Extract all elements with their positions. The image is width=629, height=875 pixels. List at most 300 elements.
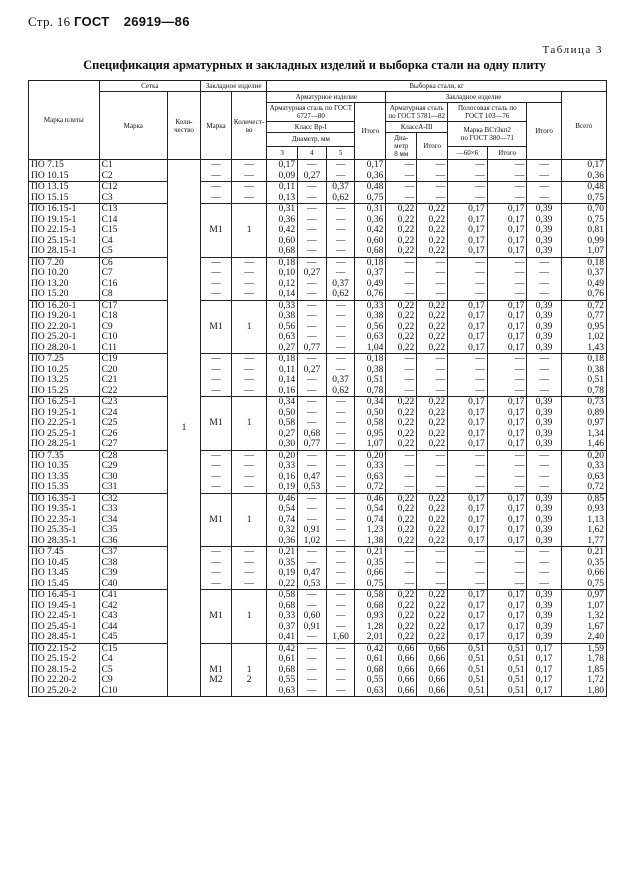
- cell-p60: 0,17: [448, 611, 488, 622]
- cell-d4: —: [298, 386, 327, 397]
- cell-setka-marka: С16: [99, 279, 167, 290]
- cell-itogo3: 0,17: [487, 611, 527, 622]
- cell-itogo2: —: [417, 558, 448, 569]
- cell-p60: —: [448, 268, 488, 279]
- cell-itogo4: 0,39: [527, 590, 561, 601]
- cell-itogo1: 0,31: [355, 204, 386, 215]
- cell-p60: 0,17: [448, 590, 488, 601]
- cell-diam8: —: [386, 182, 417, 193]
- cell-vsego: 0,72: [561, 300, 606, 311]
- cell-vsego: 0,49: [561, 279, 606, 290]
- cell-itogo1: 0,18: [355, 257, 386, 268]
- cell-vsego: 1,67: [561, 622, 606, 633]
- cell-itogo2: —: [417, 279, 448, 290]
- cell-d3: 0,34: [267, 397, 298, 408]
- cell-marka-plity: ПО 25.45-1: [29, 622, 100, 633]
- cell-zakl-marka: [201, 300, 232, 311]
- cell-marka-plity: ПО 22.45-1: [29, 611, 100, 622]
- cell-zakl-kol: —: [231, 461, 266, 472]
- cell-d5: —: [326, 665, 355, 676]
- cell-d5: —: [326, 204, 355, 215]
- cell-diam8: 0,22: [386, 225, 417, 236]
- cell-marka-plity: ПО 28.25-1: [29, 439, 100, 450]
- cell-setka-marka: С4: [99, 654, 167, 665]
- cell-diam8: —: [386, 193, 417, 204]
- cell-d4: 0,27: [298, 171, 327, 182]
- cell-itogo3: 0,17: [487, 590, 527, 601]
- cell-itogo3: 0,17: [487, 343, 527, 354]
- cell-diam8: 0,22: [386, 343, 417, 354]
- cell-setka-marka: С40: [99, 579, 167, 590]
- cell-setka-marka: С28: [99, 450, 167, 461]
- cell-d4: 1,02: [298, 536, 327, 547]
- cell-zakl-marka: —: [201, 482, 232, 493]
- cell-d5: —: [326, 536, 355, 547]
- cell-p60: —: [448, 579, 488, 590]
- col-itogo2: Итого: [417, 133, 448, 160]
- col-d4: 4: [298, 146, 327, 160]
- cell-d4: —: [298, 257, 327, 268]
- table-row: [29, 193, 607, 204]
- cell-zakl-kol: —: [231, 160, 266, 171]
- cell-d3: 0,58: [267, 418, 298, 429]
- cell-itogo3: —: [487, 257, 527, 268]
- cell-zakl-kol: [231, 686, 266, 697]
- cell-zakl-kol: —: [231, 472, 266, 483]
- cell-zakl-marka: —: [201, 461, 232, 472]
- table-row: [29, 675, 607, 686]
- cell-marka-plity: ПО 22.15-2: [29, 643, 100, 654]
- cell-vsego: 1,78: [561, 654, 606, 665]
- cell-itogo1: 0,72: [355, 482, 386, 493]
- cell-itogo3: 0,17: [487, 408, 527, 419]
- cell-setka-marka: С27: [99, 439, 167, 450]
- cell-diam8: —: [386, 289, 417, 300]
- cell-itogo1: 0,38: [355, 365, 386, 376]
- cell-itogo4: —: [527, 171, 561, 182]
- cell-zakl-marka: —: [201, 289, 232, 300]
- table-row: [29, 482, 607, 493]
- cell-itogo4: 0,39: [527, 622, 561, 633]
- cell-vsego: 0,75: [561, 215, 606, 226]
- cell-itogo3: 0,17: [487, 246, 527, 257]
- cell-itogo4: 0,39: [527, 311, 561, 322]
- cell-diam8: 0,22: [386, 429, 417, 440]
- cell-itogo4: —: [527, 461, 561, 472]
- cell-setka-marka: С12: [99, 182, 167, 193]
- cell-itogo1: 0,78: [355, 386, 386, 397]
- cell-p60: —: [448, 568, 488, 579]
- cell-d4: —: [298, 515, 327, 526]
- cell-marka-plity: ПО 13.45: [29, 568, 100, 579]
- cell-itogo3: 0,17: [487, 601, 527, 612]
- cell-setka-kol: 1: [167, 160, 200, 697]
- cell-d4: —: [298, 632, 327, 643]
- cell-vsego: 1,34: [561, 429, 606, 440]
- cell-itogo2: —: [417, 461, 448, 472]
- cell-d5: —: [326, 225, 355, 236]
- cell-p60: 0,17: [448, 300, 488, 311]
- cell-d5: —: [326, 461, 355, 472]
- cell-diam8: —: [386, 160, 417, 171]
- table-row: [29, 536, 607, 547]
- col-vsego: Всего: [561, 92, 606, 160]
- cell-d4: —: [298, 547, 327, 558]
- cell-p60: 0,17: [448, 515, 488, 526]
- cell-marka-plity: ПО 25.35-1: [29, 525, 100, 536]
- cell-itogo4: 0,39: [527, 418, 561, 429]
- cell-itogo1: 0,74: [355, 515, 386, 526]
- cell-itogo4: —: [527, 160, 561, 171]
- col-itogo4: Итого: [527, 103, 561, 160]
- cell-marka-plity: ПО 16.25-1: [29, 397, 100, 408]
- cell-setka-marka: С34: [99, 515, 167, 526]
- cell-itogo4: —: [527, 386, 561, 397]
- cell-d4: —: [298, 332, 327, 343]
- cell-itogo4: —: [527, 450, 561, 461]
- cell-itogo3: —: [487, 461, 527, 472]
- cell-vsego: 0,21: [561, 547, 606, 558]
- cell-diam8: 0,22: [386, 246, 417, 257]
- cell-setka-marka: С13: [99, 204, 167, 215]
- cell-zakl-kol: [231, 343, 266, 354]
- cell-vsego: 1,32: [561, 611, 606, 622]
- cell-itogo3: —: [487, 268, 527, 279]
- cell-itogo3: 0,17: [487, 225, 527, 236]
- table-row: [29, 279, 607, 290]
- cell-vsego: 1,62: [561, 525, 606, 536]
- cell-diam8: 0,22: [386, 439, 417, 450]
- cell-d3: 0,14: [267, 289, 298, 300]
- cell-zakl-kol: 1: [231, 418, 266, 429]
- cell-d5: —: [326, 268, 355, 279]
- cell-itogo1: 0,49: [355, 279, 386, 290]
- cell-vsego: 1,85: [561, 665, 606, 676]
- cell-marka-plity: ПО 10.45: [29, 558, 100, 569]
- col-itogo3: Итого: [487, 146, 527, 160]
- cell-zakl-marka: [201, 525, 232, 536]
- col-setka-kol: Коли- чество: [167, 92, 200, 160]
- cell-zakl-marka: —: [201, 182, 232, 193]
- cell-itogo2: 0,22: [417, 439, 448, 450]
- col-vyborka: Выборка стали, кг: [267, 81, 607, 92]
- cell-itogo1: 0,51: [355, 375, 386, 386]
- cell-p60: —: [448, 375, 488, 386]
- cell-p60: 0,17: [448, 236, 488, 247]
- cell-itogo2: 0,22: [417, 611, 448, 622]
- cell-marka-plity: ПО 10.15: [29, 171, 100, 182]
- cell-itogo2: —: [417, 268, 448, 279]
- cell-d4: —: [298, 193, 327, 204]
- cell-zakl-kol: —: [231, 386, 266, 397]
- cell-itogo1: 0,63: [355, 332, 386, 343]
- cell-d4: —: [298, 300, 327, 311]
- cell-itogo4: 0,39: [527, 429, 561, 440]
- cell-zakl-marka: [201, 622, 232, 633]
- cell-d3: 0,63: [267, 332, 298, 343]
- cell-zakl-marka: [201, 408, 232, 419]
- cell-diam8: —: [386, 386, 417, 397]
- cell-d3: 0,14: [267, 375, 298, 386]
- cell-itogo1: 0,50: [355, 408, 386, 419]
- cell-vsego: 0,97: [561, 590, 606, 601]
- cell-p60: 0,17: [448, 204, 488, 215]
- cell-diam8: —: [386, 268, 417, 279]
- cell-setka-marka: С38: [99, 558, 167, 569]
- cell-p60: 0,51: [448, 686, 488, 697]
- cell-setka-marka: С45: [99, 632, 167, 643]
- cell-d3: 0,56: [267, 322, 298, 333]
- col-polos: Полосовая сталь по ГОСТ 103—76: [448, 103, 527, 122]
- cell-itogo2: —: [417, 257, 448, 268]
- gost-label: ГОСТ: [74, 14, 110, 29]
- cell-marka-plity: ПО 7.20: [29, 257, 100, 268]
- cell-diam8: 0,66: [386, 686, 417, 697]
- cell-vsego: 0,18: [561, 257, 606, 268]
- cell-zakl-kol: [231, 311, 266, 322]
- cell-itogo3: 0,17: [487, 515, 527, 526]
- cell-itogo4: 0,17: [527, 665, 561, 676]
- col-diam: Диаметр, мм: [267, 133, 355, 147]
- cell-diam8: —: [386, 558, 417, 569]
- cell-diam8: 0,22: [386, 601, 417, 612]
- cell-zakl-marka: [201, 590, 232, 601]
- table-row: [29, 643, 607, 654]
- cell-d4: —: [298, 215, 327, 226]
- cell-vsego: 0,85: [561, 493, 606, 504]
- cell-d5: —: [326, 622, 355, 633]
- cell-zakl-kol: 1: [231, 515, 266, 526]
- cell-d5: —: [326, 450, 355, 461]
- table-row: [29, 601, 607, 612]
- col-arm-stal2: Арматурная сталь по ГОСТ 5781—82: [386, 103, 448, 122]
- cell-vsego: 0,70: [561, 204, 606, 215]
- cell-itogo2: 0,22: [417, 343, 448, 354]
- cell-zakl-marka: М1: [201, 515, 232, 526]
- cell-zakl-kol: 2: [231, 675, 266, 686]
- cell-d4: —: [298, 601, 327, 612]
- cell-d4: 0,91: [298, 525, 327, 536]
- cell-zakl-kol: —: [231, 257, 266, 268]
- cell-setka-marka: С11: [99, 343, 167, 354]
- cell-itogo1: 1,28: [355, 622, 386, 633]
- cell-zakl-marka: [201, 643, 232, 654]
- cell-p60: 0,17: [448, 493, 488, 504]
- col-zakl: Закладное изделие: [201, 81, 267, 92]
- cell-itogo4: —: [527, 568, 561, 579]
- cell-marka-plity: ПО 10.20: [29, 268, 100, 279]
- table-row: [29, 568, 607, 579]
- cell-diam8: —: [386, 482, 417, 493]
- cell-setka-marka: С14: [99, 215, 167, 226]
- cell-diam8: 0,66: [386, 675, 417, 686]
- table-row: [29, 579, 607, 590]
- cell-zakl-kol: [231, 590, 266, 601]
- cell-p60: 0,17: [448, 601, 488, 612]
- cell-d4: —: [298, 375, 327, 386]
- cell-d3: 0,16: [267, 386, 298, 397]
- cell-zakl-marka: —: [201, 472, 232, 483]
- cell-itogo4: 0,39: [527, 300, 561, 311]
- cell-d3: 0,37: [267, 622, 298, 633]
- page-header: [28, 14, 190, 30]
- cell-d4: —: [298, 686, 327, 697]
- cell-itogo3: —: [487, 365, 527, 376]
- cell-diam8: 0,66: [386, 643, 417, 654]
- cell-d3: 0,22: [267, 579, 298, 590]
- cell-p60: 0,17: [448, 525, 488, 536]
- cell-p60: 0,51: [448, 675, 488, 686]
- cell-diam8: 0,22: [386, 525, 417, 536]
- cell-setka-marka: С36: [99, 536, 167, 547]
- cell-itogo1: 0,17: [355, 160, 386, 171]
- cell-vsego: 0,36: [561, 171, 606, 182]
- cell-diam8: —: [386, 375, 417, 386]
- cell-itogo3: 0,17: [487, 322, 527, 333]
- cell-d4: 0,53: [298, 482, 327, 493]
- cell-d5: —: [326, 171, 355, 182]
- cell-d5: —: [326, 675, 355, 686]
- cell-itogo4: 0,39: [527, 536, 561, 547]
- cell-marka-plity: ПО 22.20-2: [29, 675, 100, 686]
- cell-d3: 0,18: [267, 257, 298, 268]
- table-row: [29, 332, 607, 343]
- cell-zakl-marka: —: [201, 450, 232, 461]
- cell-vsego: 1,77: [561, 536, 606, 547]
- cell-vsego: 0,72: [561, 482, 606, 493]
- cell-setka-marka: С37: [99, 547, 167, 558]
- cell-d3: 0,68: [267, 665, 298, 676]
- cell-itogo2: 0,22: [417, 246, 448, 257]
- cell-zakl-marka: —: [201, 365, 232, 376]
- cell-itogo2: 0,22: [417, 429, 448, 440]
- cell-p60: —: [448, 182, 488, 193]
- cell-zakl-kol: —: [231, 375, 266, 386]
- cell-vsego: 1,46: [561, 439, 606, 450]
- cell-vsego: 1,72: [561, 675, 606, 686]
- cell-marka-plity: ПО 25.15-1: [29, 236, 100, 247]
- cell-zakl-kol: [231, 429, 266, 440]
- cell-d4: —: [298, 654, 327, 665]
- cell-itogo3: —: [487, 568, 527, 579]
- cell-zakl-kol: —: [231, 579, 266, 590]
- cell-itogo4: —: [527, 182, 561, 193]
- cell-d3: 0,11: [267, 182, 298, 193]
- cell-zakl-marka: —: [201, 386, 232, 397]
- table-row: [29, 515, 607, 526]
- cell-vsego: 0,35: [561, 558, 606, 569]
- cell-p60: —: [448, 365, 488, 376]
- col-klass-a3: КлассА-III: [386, 122, 448, 133]
- cell-p60: —: [448, 354, 488, 365]
- cell-marka-plity: ПО 16.35-1: [29, 493, 100, 504]
- cell-marka-plity: ПО 13.25: [29, 375, 100, 386]
- cell-d4: 0,47: [298, 568, 327, 579]
- cell-setka-marka: С26: [99, 429, 167, 440]
- cell-d4: —: [298, 418, 327, 429]
- col-d3: 3: [267, 146, 298, 160]
- cell-vsego: 0,89: [561, 408, 606, 419]
- cell-d3: 0,19: [267, 568, 298, 579]
- cell-d5: —: [326, 343, 355, 354]
- cell-itogo4: —: [527, 579, 561, 590]
- cell-itogo1: 0,58: [355, 418, 386, 429]
- cell-zakl-marka: [201, 654, 232, 665]
- cell-setka-marka: С24: [99, 408, 167, 419]
- cell-zakl-kol: [231, 654, 266, 665]
- cell-itogo3: 0,51: [487, 665, 527, 676]
- cell-itogo2: 0,22: [417, 590, 448, 601]
- cell-setka-marka: С32: [99, 493, 167, 504]
- cell-d5: —: [326, 418, 355, 429]
- cell-d3: 0,33: [267, 300, 298, 311]
- cell-setka-marka: С43: [99, 611, 167, 622]
- cell-itogo3: 0,17: [487, 525, 527, 536]
- cell-zakl-marka: [201, 536, 232, 547]
- cell-itogo1: 0,95: [355, 429, 386, 440]
- cell-setka-marka: С2: [99, 171, 167, 182]
- cell-itogo1: 2,01: [355, 632, 386, 643]
- cell-diam8: 0,22: [386, 611, 417, 622]
- cell-itogo4: 0,39: [527, 525, 561, 536]
- cell-itogo1: 0,61: [355, 654, 386, 665]
- cell-marka-plity: ПО 10.25: [29, 365, 100, 376]
- cell-d5: —: [326, 322, 355, 333]
- cell-setka-marka: С23: [99, 397, 167, 408]
- cell-setka-marka: С25: [99, 418, 167, 429]
- table-row: [29, 654, 607, 665]
- cell-vsego: 1,13: [561, 515, 606, 526]
- table-row: [29, 182, 607, 193]
- cell-diam8: —: [386, 171, 417, 182]
- cell-d3: 0,31: [267, 204, 298, 215]
- cell-itogo3: —: [487, 450, 527, 461]
- cell-p60: —: [448, 171, 488, 182]
- cell-d4: 0,77: [298, 439, 327, 450]
- table-row: [29, 632, 607, 643]
- cell-d3: 0,36: [267, 536, 298, 547]
- col-zakl-izd: Закладное изделие: [386, 92, 561, 103]
- cell-p60: 0,17: [448, 429, 488, 440]
- cell-itogo2: 0,22: [417, 311, 448, 322]
- cell-vsego: 1,02: [561, 332, 606, 343]
- cell-d3: 0,12: [267, 279, 298, 290]
- cell-diam8: 0,22: [386, 504, 417, 515]
- cell-itogo2: 0,22: [417, 408, 448, 419]
- table-number: Таблица 3: [542, 44, 603, 56]
- cell-itogo4: —: [527, 354, 561, 365]
- cell-itogo4: 0,39: [527, 439, 561, 450]
- cell-zakl-kol: —: [231, 450, 266, 461]
- table-row: [29, 354, 607, 365]
- cell-itogo2: —: [417, 354, 448, 365]
- cell-itogo1: 0,33: [355, 461, 386, 472]
- cell-setka-marka: С1: [99, 160, 167, 171]
- cell-zakl-marka: [201, 686, 232, 697]
- cell-itogo2: —: [417, 289, 448, 300]
- cell-itogo2: —: [417, 482, 448, 493]
- cell-d3: 0,68: [267, 601, 298, 612]
- table-row: [29, 311, 607, 322]
- cell-itogo2: 0,22: [417, 504, 448, 515]
- cell-marka-plity: ПО 16.45-1: [29, 590, 100, 601]
- cell-zakl-kol: —: [231, 193, 266, 204]
- cell-d5: —: [326, 568, 355, 579]
- cell-setka-marka: С6: [99, 257, 167, 268]
- cell-d4: —: [298, 493, 327, 504]
- cell-setka-marka: С10: [99, 686, 167, 697]
- cell-marka-plity: ПО 22.35-1: [29, 515, 100, 526]
